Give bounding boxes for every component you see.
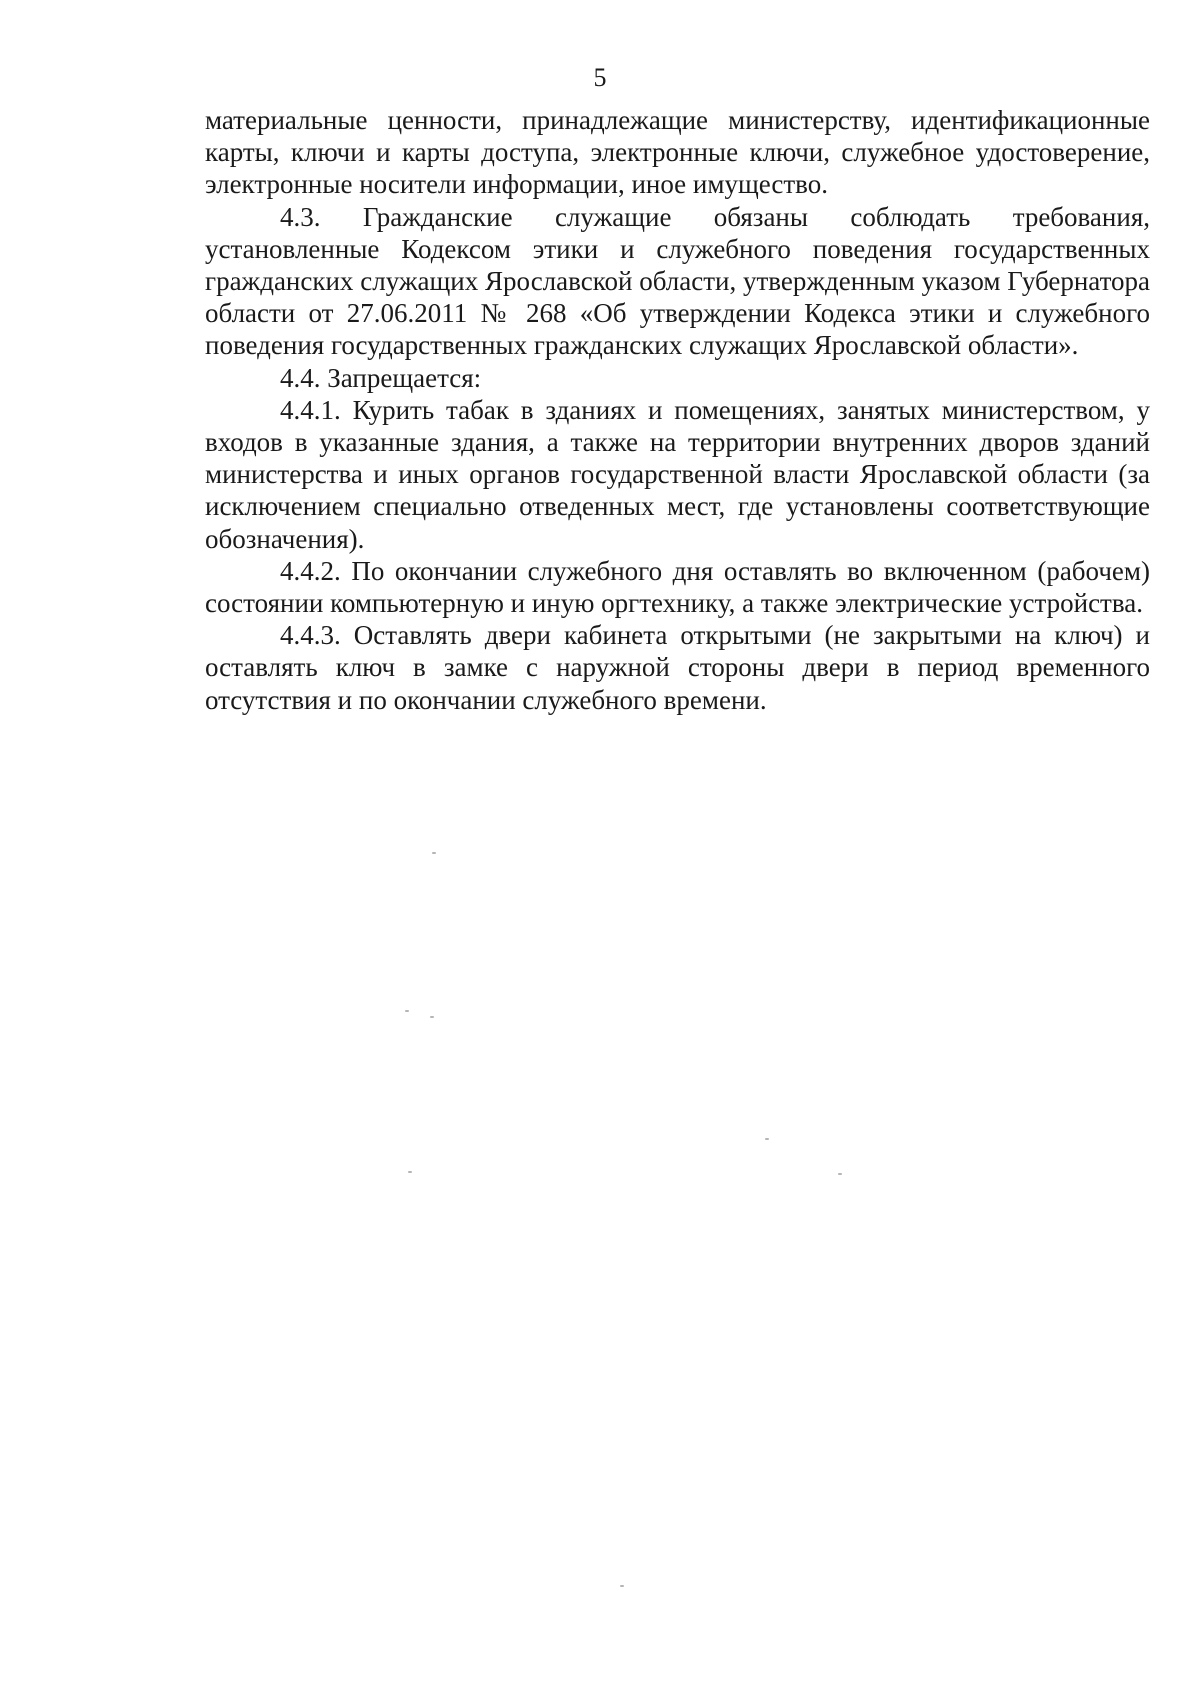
paragraph-4-3: 4.3. Гражданские служащие обязаны соблюдать требования, установленные Кодексом этики и служебного поведения государственных гражданских служащих Ярославской области, утвержденным указом Губернатора области от 27.06.2011 № 268 «Об утверждении Кодекса этики и служебного поведения государственных гражданских служащих Ярославской области». [205, 201, 1150, 361]
scan-speck [430, 1016, 434, 1018]
scan-speck [620, 1585, 624, 1587]
paragraph-continuation: материальные ценности, принадлежащие министерству, идентификационные карты, ключи и карты доступа, электронные ключи, служебное удостоверение, электронные носители информации, иное имущество. [205, 105, 1150, 200]
scan-speck [432, 852, 436, 854]
scan-speck [838, 1173, 842, 1175]
scan-speck [408, 1171, 412, 1173]
paragraph-4-4-2: 4.4.2. По окончании служебного дня оставлять во включенном (рабочем) состоянии компьютерную и иную оргтехнику, а также электрические устройства. [205, 555, 1150, 619]
document-body [205, 104, 1150, 716]
paragraph-4-4-1: 4.4.1. Курить табак в зданиях и помещениях, занятых министерством, у входов в указанные здания, а также на территории внутренних дворов зданий министерства и иных органов государственной власти Ярославской области (за исключением специально отведенных мест, где установлены соответствующие обозначения). [205, 394, 1150, 554]
scan-speck [765, 1138, 769, 1140]
scan-speck [405, 1010, 409, 1012]
paragraph-4-4-3: 4.4.3. Оставлять двери кабинета открытыми (не закрытыми на ключ) и оставлять ключ в замке с наружной стороны двери в период временного отсутствия и по окончании служебного времени. [205, 620, 1150, 715]
page-number: 5 [593, 63, 607, 92]
paragraph-4-4: 4.4. Запрещается: [280, 362, 482, 393]
